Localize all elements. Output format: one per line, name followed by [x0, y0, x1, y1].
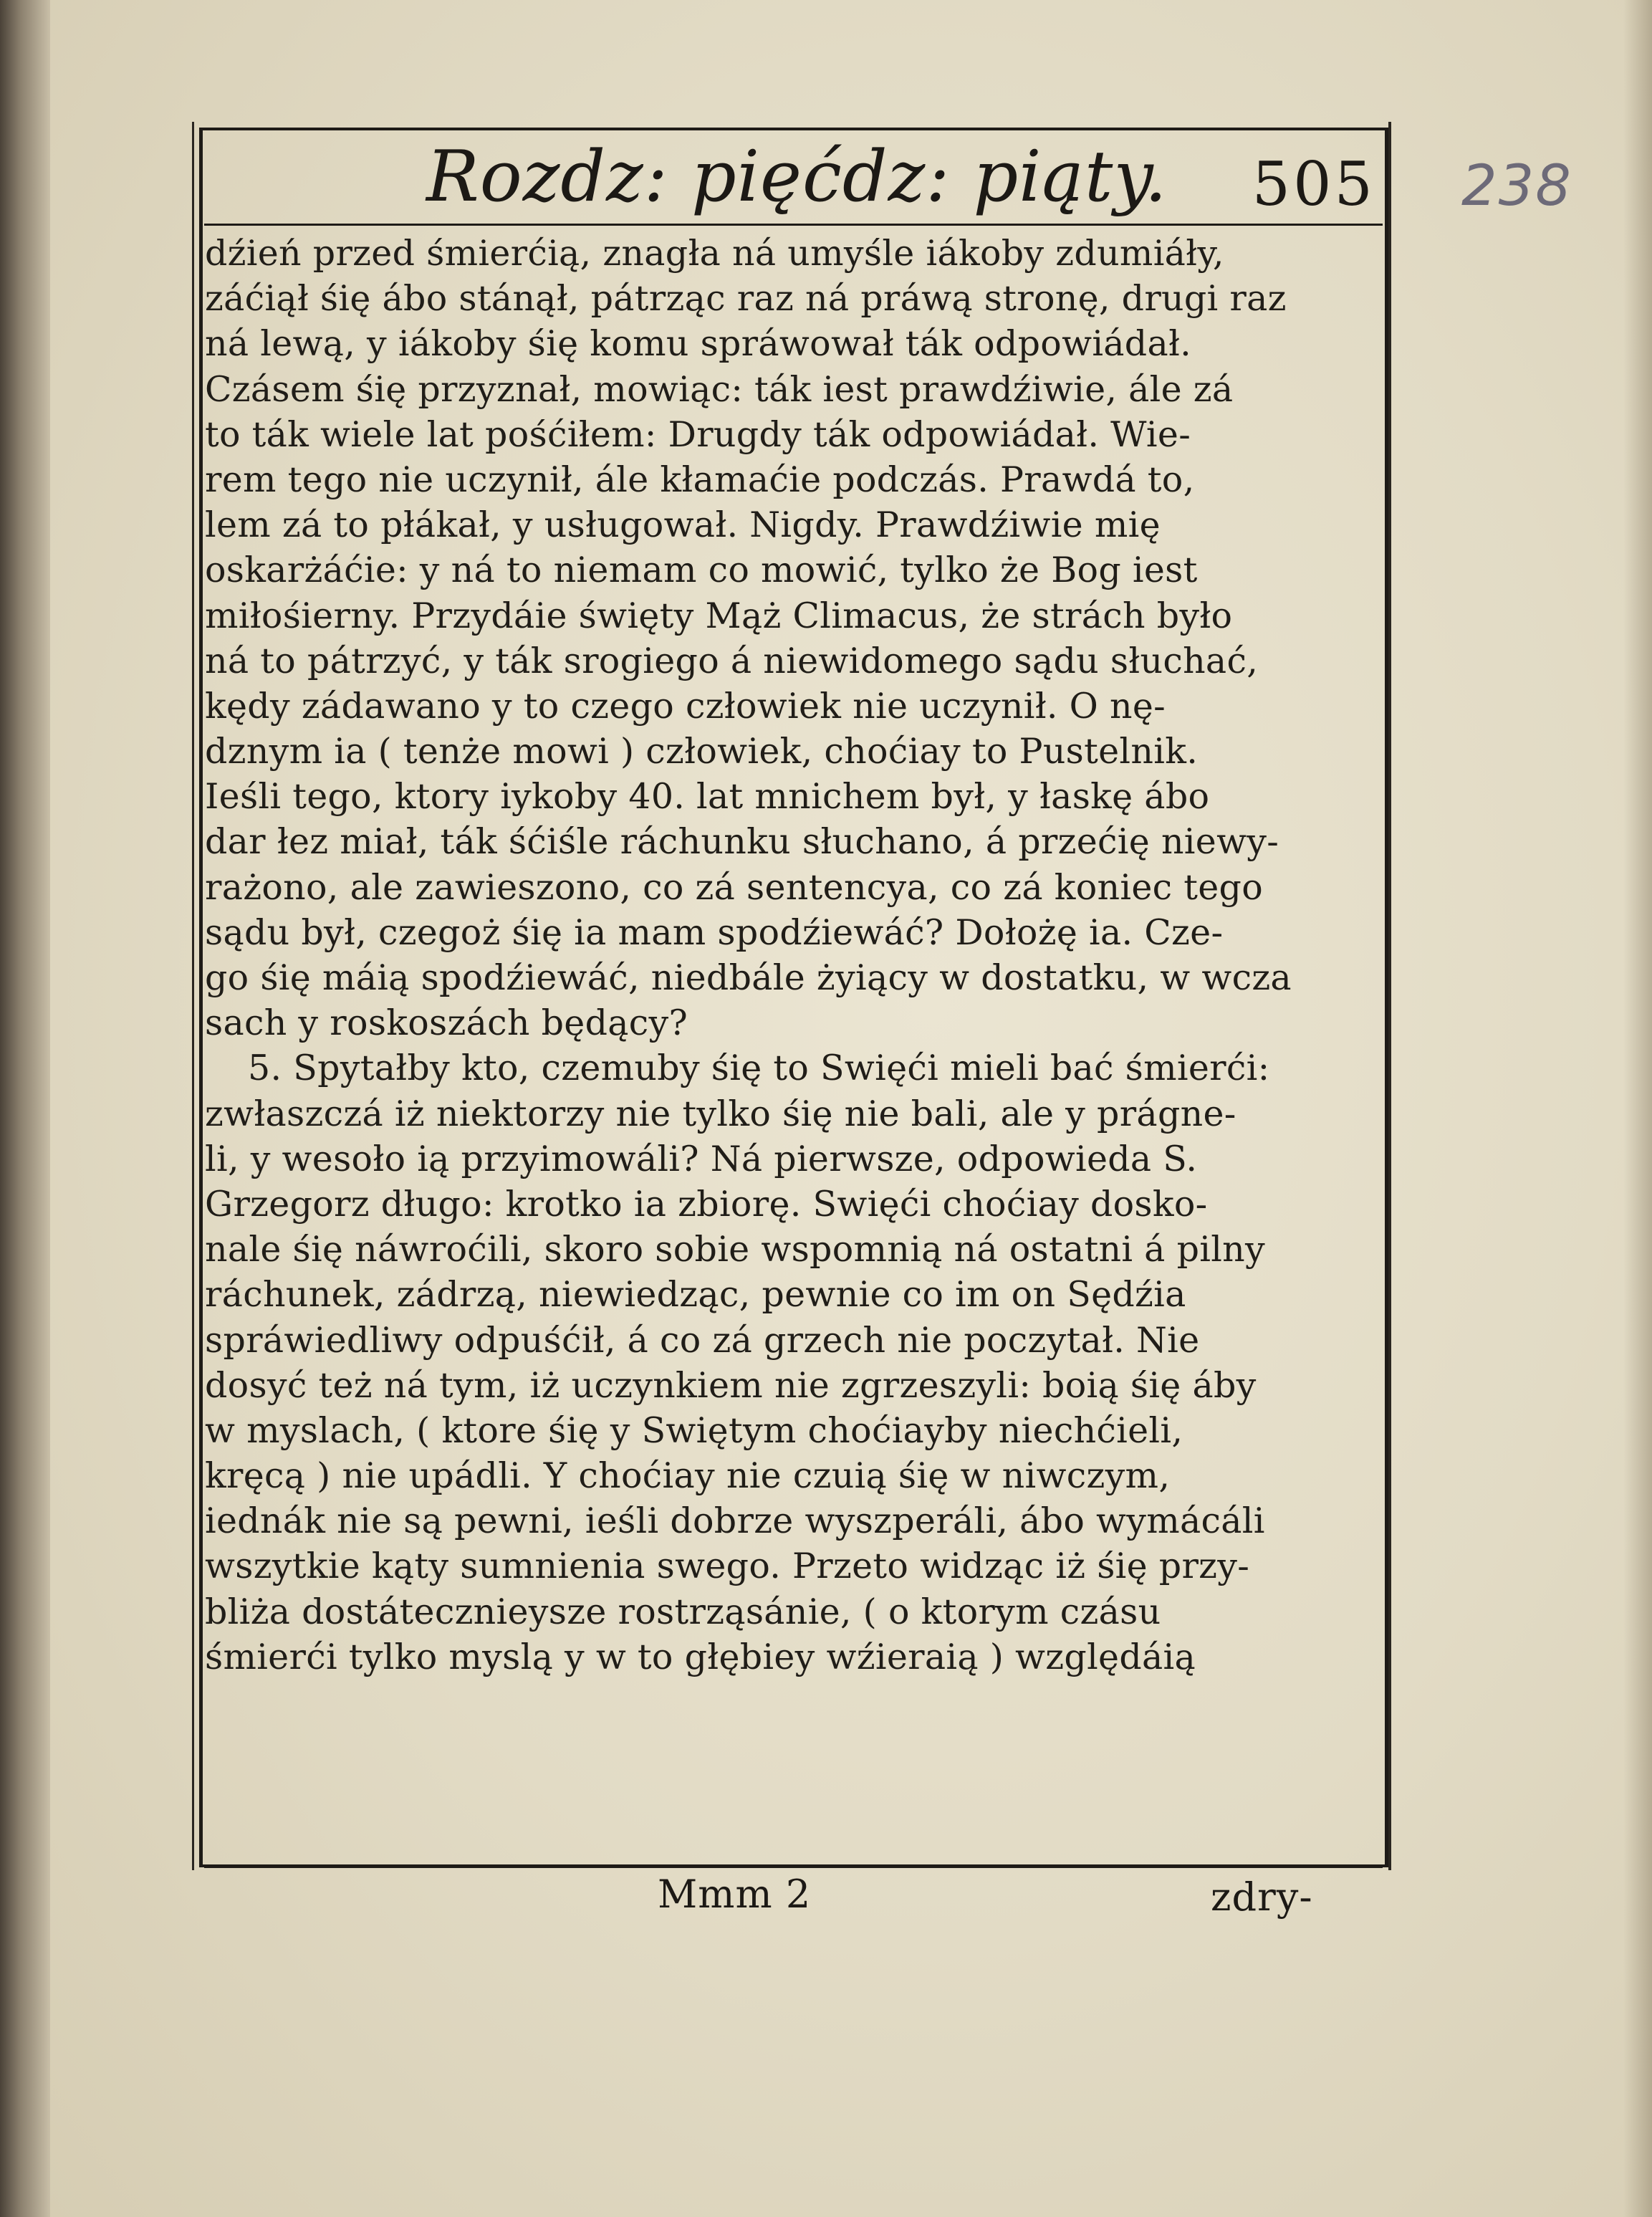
page-header — [215, 136, 1375, 222]
page-edge-shadow — [1623, 0, 1652, 2217]
text-line: rem tego nie uczynił, ále kłamaćie podczás. Prawdá to, — [205, 459, 1195, 500]
text-line: záćiął śię ábo stánął, pátrząc raz ná práwą stronę, drugi raz — [205, 278, 1287, 320]
text-line: bliża dostátecznieysze rostrząsánie, ( o ktorym czásu — [205, 1591, 1161, 1632]
text-line: w myslach, ( ktore śię y Swiętym choćiayby niechćieli, — [205, 1409, 1183, 1451]
text-line: ná to pátrzyć, y ták srogiego á niewidomego sądu słuchać, — [205, 640, 1259, 681]
frame-right-rule — [1388, 122, 1391, 1870]
text-line: li, y wesoło ią przyimowáli? Ná pierwsze, odpowieda S. — [205, 1138, 1198, 1179]
page-number: 505 — [1252, 149, 1375, 219]
text-line: dosyć też ná tym, iż uczynkiem nie zgrzeszyli: boią śię áby — [205, 1364, 1257, 1406]
text-line: to ták wiele lat pośćiłem: Drugdy ták odpowiádał. Wie- — [205, 413, 1191, 455]
text-line: go śię máią spodźiewáć, niedbále żyiący w dostatku, w wcza — [205, 957, 1292, 998]
text-line: Czásem śię przyznał, mowiąc: ták iest prawdźiwie, ále zá — [205, 368, 1234, 410]
text-line: ráchunek, zádrzą, niewiedząc, pewnie co im on Sędźia — [205, 1274, 1186, 1316]
text-line: śmierći tylko myslą y w to głębiey wźieraią ) względáią — [205, 1636, 1196, 1677]
text-line: sądu był, czegoż śię ia mam spodźiewáć? Dołożę ia. Cze- — [205, 911, 1224, 953]
text-line: nale śię náwroćili, skoro sobie wspomnią ná ostatni á pilny — [205, 1229, 1266, 1270]
text-line: dźień przed śmierćią, znagła ná umyśle iákoby zdumiáły, — [205, 233, 1224, 274]
text-line: kędy zádawano y to czego człowiek nie uczynił. O nę- — [205, 685, 1166, 727]
signature-mark: Mmm 2 — [658, 1872, 812, 1917]
body-text — [205, 231, 1380, 1680]
header-rule — [204, 224, 1383, 226]
text-line: ná lewą, y iákoby śię komu spráwował ták odpowiádał. — [205, 323, 1192, 365]
catchword: zdry- — [1211, 1874, 1313, 1920]
running-title: Rozdz: pięćdz: piąty. — [426, 136, 1168, 218]
text-line: wszytkie kąty sumnienia swego. Przeto widząc iż śię przy- — [205, 1546, 1250, 1587]
margin-annotation: 238 — [1461, 154, 1572, 219]
text-line: iednák nie są pewni, ieśli dobrze wyszperáli, ábo wymácáli — [205, 1500, 1265, 1542]
text-line: spráwiedliwy odpuśćił, á co zá grzech nie poczytał. Nie — [205, 1319, 1200, 1361]
book-binding — [0, 0, 50, 2217]
text-line: sach y roskoszách będący? — [205, 1002, 688, 1044]
footer-rule — [204, 1866, 1383, 1868]
text-line: Grzegorz długo: krotko ia zbiorę. Swięći choćiay dosko- — [205, 1183, 1208, 1225]
paragraph-start-line: 5. Spytałby kto, czemuby śię to Swięći mieli bać śmierći: — [248, 1048, 1270, 1089]
text-line: rażono, ale zawieszono, co zá sentencya, co zá koniec tego — [205, 866, 1264, 908]
text-line: miłośierny. Przydáie święty Mąż Climacus, że strách było — [205, 595, 1233, 636]
text-line: dar łez miał, ták śćiśle ráchunku słuchano, á przećię niewy- — [205, 821, 1279, 863]
frame-left-rule — [192, 122, 194, 1870]
text-line: zwłaszczá iż niektorzy nie tylko śię nie bali, ale y prágne- — [205, 1093, 1236, 1134]
text-line: lem zá to płákał, y usługował. Nigdy. Prawdźiwie mię — [205, 504, 1161, 546]
text-line: kręcą ) nie upádli. Y choćiay nie czuią śię w niwczym, — [205, 1455, 1171, 1497]
text-line: Ieśli tego, ktory iykoby 40. lat mnichem był, y łaskę ábo — [205, 776, 1210, 818]
text-line: oskarżáćie: y ná to niemam co mowić, tylko że Bog iest — [205, 550, 1198, 591]
text-line: dznym ia ( tenże mowi ) człowiek, choćiay to Pustelnik. — [205, 731, 1199, 772]
